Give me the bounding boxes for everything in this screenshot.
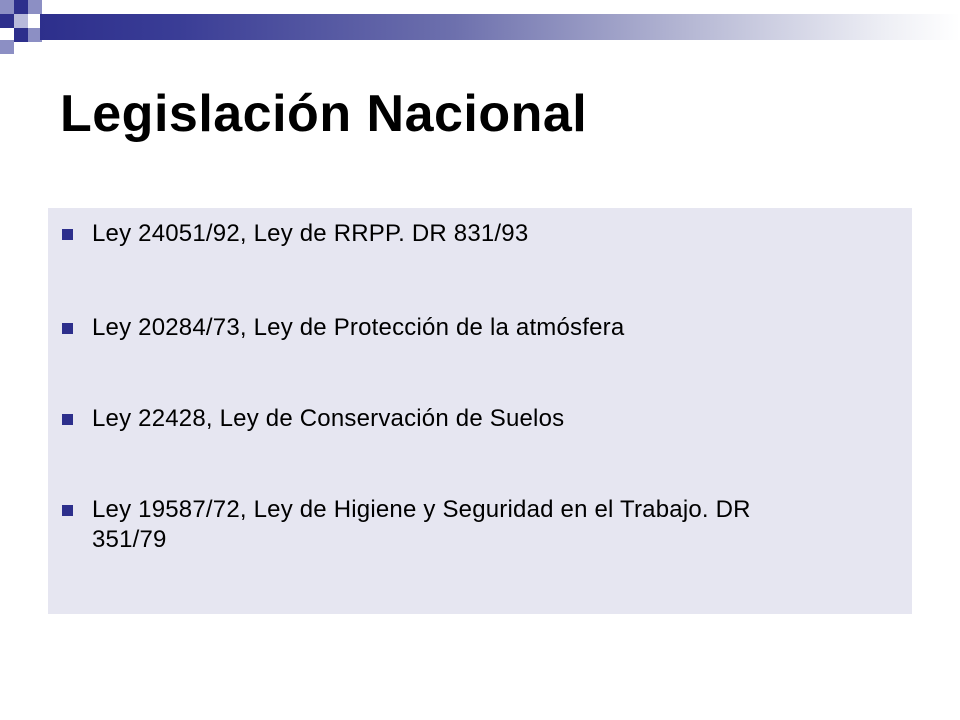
deco-square xyxy=(14,14,28,28)
deco-square xyxy=(14,0,28,14)
bullet-text: Ley 20284/73, Ley de Protección de la atmósfera xyxy=(92,314,625,341)
list-item xyxy=(62,495,782,555)
square-bullet-icon xyxy=(62,505,73,516)
list-item xyxy=(62,313,882,343)
deco-square xyxy=(0,14,14,28)
bullet-text: Ley 24051/92, Ley de RRPP. DR 831/93 xyxy=(92,220,529,247)
deco-square xyxy=(0,0,14,14)
bullet-text: Ley 22428, Ley de Conservación de Suelos xyxy=(92,405,565,432)
deco-square xyxy=(14,28,28,42)
deco-square xyxy=(28,0,42,14)
list-item xyxy=(62,404,882,434)
slide-title: Legislación Nacional xyxy=(60,85,588,143)
list-item xyxy=(62,219,882,249)
square-bullet-icon xyxy=(62,323,73,334)
header-gradient-bar xyxy=(40,14,960,40)
bullet-text: Ley 19587/72, Ley de Higiene y Seguridad en el Trabajo. DR 351/79 xyxy=(92,496,751,553)
deco-square xyxy=(0,40,14,54)
square-bullet-icon xyxy=(62,229,73,240)
square-bullet-icon xyxy=(62,414,73,425)
content-panel xyxy=(48,208,912,614)
